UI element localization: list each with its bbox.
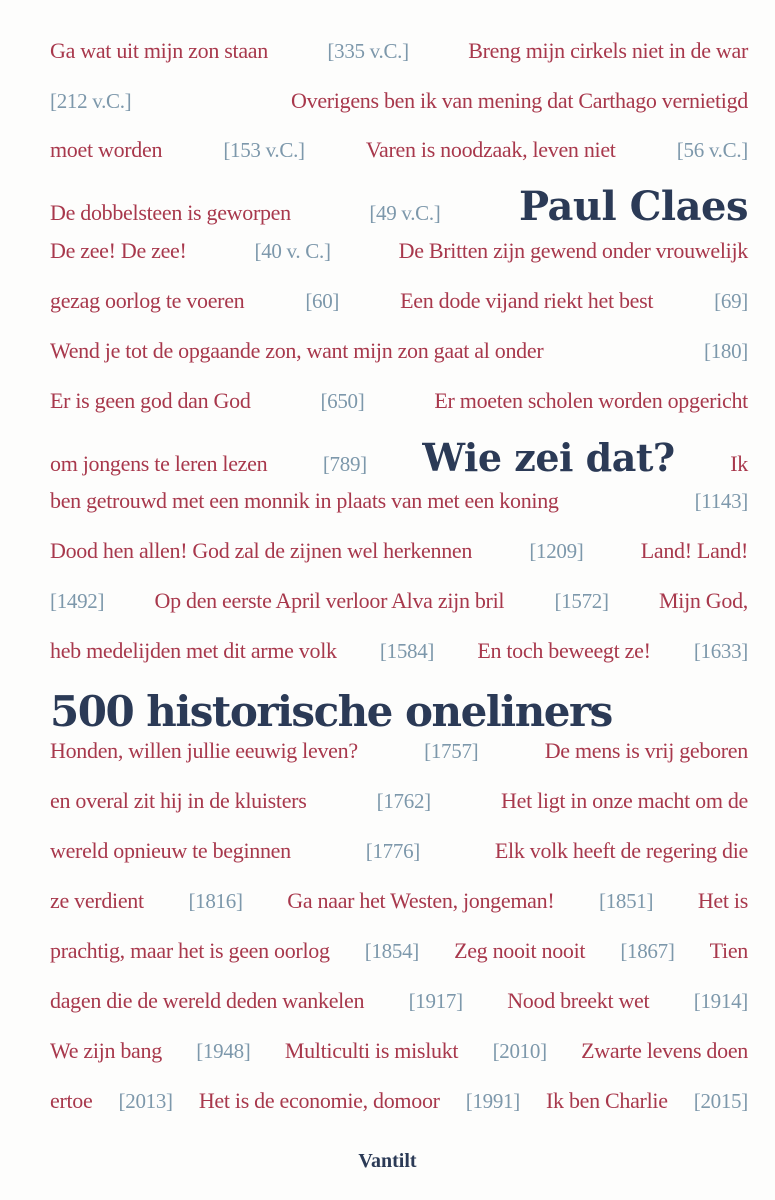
quote-text: dagen die de wereld deden wankelen — [50, 988, 365, 1013]
quote-date: [789] — [322, 452, 367, 476]
quote-text: Tien — [709, 938, 748, 963]
publisher-name: Vantilt — [358, 1150, 417, 1172]
quote-date: [40 v. C.] — [254, 239, 331, 263]
author-name: Paul Claes — [518, 183, 748, 230]
quote-text: wereld opnieuw te beginnen — [50, 838, 291, 863]
quote-date: [1143] — [694, 489, 748, 513]
quote-line — [50, 888, 748, 914]
quote-text: Ik — [730, 451, 748, 476]
quote-date: [212 v.C.] — [50, 89, 132, 113]
quote-date: [335 v.C.] — [327, 39, 409, 63]
quote-line — [50, 488, 748, 514]
quote-date: [1917] — [408, 989, 463, 1013]
quote-line — [50, 183, 748, 230]
quote-line — [50, 137, 748, 163]
quote-line — [50, 638, 748, 664]
quote-date: [1776] — [365, 839, 420, 863]
quote-text: Elk volk heeft de regering die — [494, 838, 748, 863]
quote-text: heb medelijden met dit arme volk — [50, 638, 337, 663]
quote-line — [50, 1038, 748, 1064]
quote-text: De dobbelsteen is geworpen — [50, 200, 291, 225]
quote-text: Zwarte levens doen — [581, 1038, 748, 1063]
quote-line — [50, 338, 748, 364]
quote-text: gezag oorlog te voeren — [50, 288, 245, 313]
quote-text: Breng mijn cirkels niet in de war — [468, 38, 748, 63]
quote-date: [1867] — [620, 939, 675, 963]
quote-text: Het is — [697, 888, 748, 913]
subtitle-text: 500 historische oneliners — [50, 687, 612, 736]
quote-text: Het ligt in onze macht om de — [501, 788, 748, 813]
quote-text: Wend je tot de opgaande zon, want mijn zon gaat al onder — [50, 338, 544, 363]
quote-date: [49 v.C.] — [369, 201, 441, 225]
quote-text: Er moeten scholen worden opgericht — [434, 388, 748, 413]
quote-text: En toch beweegt ze! — [477, 638, 651, 663]
quote-date: [180] — [704, 339, 748, 363]
quote-line — [50, 788, 748, 814]
quote-date: [60] — [305, 289, 340, 313]
quote-date: [1633] — [693, 639, 748, 663]
quote-text: We zijn bang — [50, 1038, 162, 1063]
quote-date: [1816] — [188, 889, 243, 913]
quote-date: [1584] — [379, 639, 435, 663]
quote-date: [2010] — [492, 1039, 547, 1063]
quote-text: moet worden — [50, 137, 163, 162]
quote-date: [1991] — [465, 1089, 520, 1113]
quote-text: Ga naar het Westen, jongeman! — [287, 888, 555, 913]
quote-line — [50, 738, 748, 764]
quote-text: De Britten zijn gewend onder vrouwelijk — [398, 238, 748, 263]
book-title: Wie zei dat? — [422, 435, 675, 480]
quote-text: Er is geen god dan God — [50, 388, 251, 413]
quote-text: en overal zit hij in de kluisters — [50, 788, 307, 813]
quote-text: Mijn God, — [659, 588, 748, 613]
quote-text: Ik ben Charlie — [546, 1088, 668, 1113]
quote-date: [56 v.C.] — [676, 138, 748, 162]
quote-line — [50, 238, 748, 264]
quote-text: om jongens te leren lezen — [50, 451, 268, 476]
quote-text: Nood breekt wet — [507, 988, 650, 1013]
quote-text: Overigens ben ik van mening dat Carthago vernietigd — [291, 88, 748, 113]
quote-text: ertoe — [50, 1088, 93, 1113]
quote-date: [650] — [320, 389, 365, 413]
quote-date: [1492] — [50, 589, 105, 613]
quote-text: De mens is vrij geboren — [544, 738, 748, 763]
quote-line — [50, 938, 748, 964]
quote-date: [1762] — [376, 789, 431, 813]
quote-date: [1851] — [599, 889, 654, 913]
quote-text: Honden, willen jullie eeuwig leven? — [50, 738, 358, 763]
quote-line — [50, 838, 748, 864]
quote-date: [153 v.C.] — [223, 138, 305, 162]
quote-text: Een dode vijand riekt het best — [400, 288, 654, 313]
quote-line — [50, 588, 748, 614]
quote-date: [1948] — [196, 1039, 251, 1063]
quote-text: Varen is noodzaak, leven niet — [365, 137, 616, 162]
quote-text: ben getrouwd met een monnik in plaats van met een koning — [50, 488, 559, 513]
book-subtitle — [50, 687, 748, 737]
quote-line — [50, 435, 748, 480]
quote-text: Multiculti is mislukt — [284, 1038, 459, 1063]
quote-text: De zee! De zee! — [50, 238, 187, 263]
quote-line — [50, 1088, 748, 1114]
quote-date: [1572] — [554, 589, 609, 613]
quote-date: [1757] — [424, 739, 479, 763]
quote-date: [1914] — [693, 989, 748, 1013]
quote-line — [50, 38, 748, 64]
quote-text: Land! Land! — [640, 538, 748, 563]
quote-line — [50, 388, 748, 414]
quote-text: Dood hen allen! God zal de zijnen wel herkennen — [50, 538, 473, 563]
quote-text: Ga wat uit mijn zon staan — [50, 38, 268, 63]
quote-date: [69] — [714, 289, 748, 313]
quote-text: ze verdient — [50, 888, 144, 913]
quote-text: prachtig, maar het is geen oorlog — [50, 938, 330, 963]
quote-date: [2015] — [693, 1089, 748, 1113]
quote-date: [1854] — [364, 939, 419, 963]
quote-text: Het is de economie, domoor — [198, 1088, 440, 1113]
quote-date: [2013] — [118, 1089, 173, 1113]
quote-text: Op den eerste April verloor Alva zijn bril — [154, 588, 505, 613]
quote-date: [1209] — [529, 539, 584, 563]
quote-line — [50, 988, 748, 1014]
quote-line — [50, 538, 748, 564]
quote-text: Zeg nooit nooit — [454, 938, 586, 963]
quote-line — [50, 88, 748, 114]
quote-line — [50, 288, 748, 314]
